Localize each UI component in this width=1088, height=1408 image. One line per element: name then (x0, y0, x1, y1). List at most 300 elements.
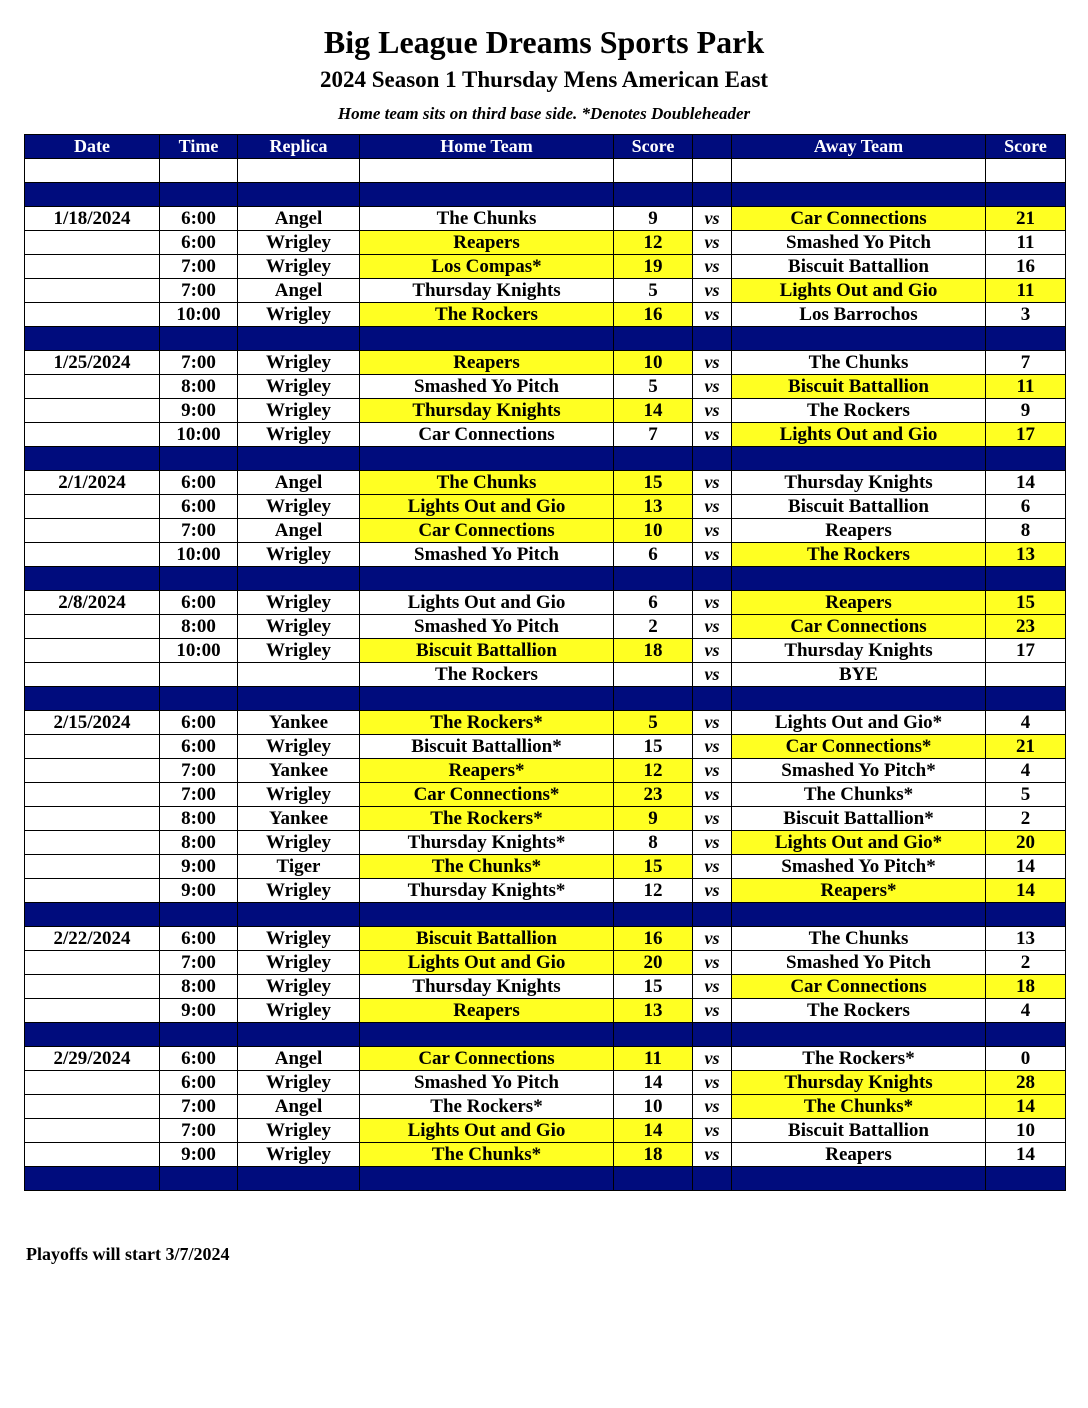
replica-cell: Wrigley (238, 999, 360, 1023)
home-score-cell: 5 (614, 711, 693, 735)
time-cell: 10:00 (160, 543, 238, 567)
away-score-cell: 16 (986, 255, 1066, 279)
home-score-cell: 14 (614, 399, 693, 423)
blank-cell (360, 159, 614, 183)
home-score-cell: 12 (614, 759, 693, 783)
playoffs-note: Playoffs will start 3/7/2024 (26, 1244, 230, 1264)
away-team-cell: Lights Out and Gio* (732, 831, 986, 855)
away-team-cell: Los Barrochos (732, 303, 986, 327)
table-row (25, 927, 1066, 951)
away-team-cell: The Chunks (732, 927, 986, 951)
away-team-cell: Biscuit Battallion (732, 375, 986, 399)
separator-cell (238, 687, 360, 711)
separator-cell (238, 567, 360, 591)
home-score-cell: 19 (614, 255, 693, 279)
home-team-cell: Thursday Knights* (360, 831, 614, 855)
separator-cell (693, 567, 732, 591)
table-row (25, 807, 1066, 831)
away-score-cell: 14 (986, 1095, 1066, 1119)
home-score-cell: 13 (614, 495, 693, 519)
home-team-cell: The Chunks* (360, 1143, 614, 1167)
blank-row (25, 159, 1066, 183)
vs-cell: vs (693, 399, 732, 423)
separator-cell (25, 1167, 160, 1191)
table-row (25, 279, 1066, 303)
away-team-cell: The Chunks* (732, 783, 986, 807)
replica-cell: Wrigley (238, 1119, 360, 1143)
table-row (25, 663, 1066, 687)
date-cell (25, 1095, 160, 1119)
home-score-cell: 5 (614, 375, 693, 399)
separator-cell (25, 1023, 160, 1047)
away-score-cell: 15 (986, 591, 1066, 615)
separator-cell (360, 687, 614, 711)
home-team-cell: Reapers (360, 999, 614, 1023)
home-team-cell: Thursday Knights (360, 399, 614, 423)
table-row (25, 951, 1066, 975)
home-score-cell: 6 (614, 591, 693, 615)
col-header-replica: Replica (238, 135, 360, 159)
time-cell (160, 663, 238, 687)
home-team-cell: Smashed Yo Pitch (360, 615, 614, 639)
page-subtitle: 2024 Season 1 Thursday Mens American East (319, 67, 769, 92)
separator-cell (25, 183, 160, 207)
away-team-cell: Reapers (732, 1143, 986, 1167)
date-cell (25, 951, 160, 975)
separator-cell (614, 447, 693, 471)
home-team-cell: The Chunks (360, 207, 614, 231)
table-row (25, 519, 1066, 543)
away-score-cell: 14 (986, 855, 1066, 879)
separator-cell (693, 1167, 732, 1191)
vs-cell: vs (693, 495, 732, 519)
away-score-cell: 3 (986, 303, 1066, 327)
away-score-cell: 5 (986, 783, 1066, 807)
replica-cell: Angel (238, 207, 360, 231)
vs-cell: vs (693, 639, 732, 663)
time-cell: 9:00 (160, 879, 238, 903)
time-cell: 9:00 (160, 855, 238, 879)
separator-cell (732, 183, 986, 207)
time-cell: 8:00 (160, 615, 238, 639)
away-team-cell: Car Connections* (732, 735, 986, 759)
week-separator-row (25, 567, 1066, 591)
time-cell: 7:00 (160, 519, 238, 543)
separator-cell (986, 447, 1066, 471)
replica-cell: Wrigley (238, 303, 360, 327)
vs-cell: vs (693, 663, 732, 687)
replica-cell: Wrigley (238, 783, 360, 807)
table-row (25, 783, 1066, 807)
separator-cell (160, 183, 238, 207)
date-cell (25, 375, 160, 399)
date-cell (25, 879, 160, 903)
table-row (25, 1047, 1066, 1071)
home-score-cell: 18 (614, 1143, 693, 1167)
vs-cell: vs (693, 591, 732, 615)
separator-cell (614, 183, 693, 207)
away-team-cell: The Rockers (732, 399, 986, 423)
away-team-cell: Smashed Yo Pitch (732, 231, 986, 255)
replica-cell: Wrigley (238, 591, 360, 615)
separator-cell (732, 447, 986, 471)
table-row (25, 423, 1066, 447)
separator-cell (360, 447, 614, 471)
separator-cell (238, 447, 360, 471)
away-score-cell: 4 (986, 759, 1066, 783)
table-row (25, 399, 1066, 423)
away-team-cell: The Chunks (732, 351, 986, 375)
week-separator-row (25, 903, 1066, 927)
separator-cell (732, 903, 986, 927)
away-score-cell: 2 (986, 951, 1066, 975)
time-cell: 7:00 (160, 1095, 238, 1119)
table-row (25, 639, 1066, 663)
separator-cell (614, 687, 693, 711)
separator-cell (986, 183, 1066, 207)
header-row (25, 135, 1066, 159)
replica-cell: Wrigley (238, 639, 360, 663)
vs-cell: vs (693, 1095, 732, 1119)
home-team-cell: Reapers* (360, 759, 614, 783)
separator-cell (238, 903, 360, 927)
home-team-cell: Thursday Knights (360, 279, 614, 303)
replica-cell: Wrigley (238, 231, 360, 255)
home-team-cell: Lights Out and Gio (360, 951, 614, 975)
table-row (25, 303, 1066, 327)
vs-cell: vs (693, 471, 732, 495)
separator-cell (238, 327, 360, 351)
replica-cell: Yankee (238, 807, 360, 831)
away-score-cell: 13 (986, 927, 1066, 951)
vs-cell: vs (693, 735, 732, 759)
time-cell: 10:00 (160, 423, 238, 447)
date-cell: 1/25/2024 (25, 351, 160, 375)
replica-cell: Wrigley (238, 495, 360, 519)
date-cell (25, 255, 160, 279)
away-team-cell: Smashed Yo Pitch* (732, 855, 986, 879)
home-team-cell: Reapers (360, 351, 614, 375)
separator-cell (986, 567, 1066, 591)
separator-cell (25, 567, 160, 591)
away-team-cell: Lights Out and Gio (732, 423, 986, 447)
table-row (25, 375, 1066, 399)
replica-cell: Wrigley (238, 615, 360, 639)
time-cell: 6:00 (160, 1071, 238, 1095)
date-cell (25, 663, 160, 687)
away-team-cell: Biscuit Battallion (732, 1119, 986, 1143)
replica-cell: Yankee (238, 759, 360, 783)
date-cell (25, 759, 160, 783)
time-cell: 7:00 (160, 1119, 238, 1143)
away-score-cell: 13 (986, 543, 1066, 567)
date-cell (25, 1119, 160, 1143)
away-score-cell: 20 (986, 831, 1066, 855)
date-cell (25, 615, 160, 639)
date-cell (25, 543, 160, 567)
date-cell: 1/18/2024 (25, 207, 160, 231)
date-cell: 2/29/2024 (25, 1047, 160, 1071)
home-score-cell: 6 (614, 543, 693, 567)
date-cell: 2/8/2024 (25, 591, 160, 615)
schedule-body (25, 159, 1066, 1191)
vs-cell: vs (693, 351, 732, 375)
home-score-cell: 16 (614, 303, 693, 327)
separator-cell (360, 327, 614, 351)
separator-cell (693, 447, 732, 471)
vs-cell: vs (693, 999, 732, 1023)
replica-cell: Wrigley (238, 951, 360, 975)
home-team-cell: The Rockers* (360, 711, 614, 735)
replica-cell: Wrigley (238, 375, 360, 399)
away-team-cell: Reapers (732, 591, 986, 615)
separator-cell (160, 447, 238, 471)
time-cell: 9:00 (160, 399, 238, 423)
away-score-cell: 11 (986, 279, 1066, 303)
date-cell: 2/22/2024 (25, 927, 160, 951)
home-score-cell: 10 (614, 1095, 693, 1119)
vs-cell: vs (693, 711, 732, 735)
separator-cell (732, 567, 986, 591)
table-row (25, 543, 1066, 567)
home-score-cell: 9 (614, 807, 693, 831)
separator-cell (360, 1167, 614, 1191)
week-separator-row (25, 1023, 1066, 1047)
separator-cell (986, 1023, 1066, 1047)
home-score-cell: 5 (614, 279, 693, 303)
separator-cell (160, 903, 238, 927)
home-team-cell: Lights Out and Gio (360, 1119, 614, 1143)
away-score-cell: 11 (986, 375, 1066, 399)
vs-cell: vs (693, 1119, 732, 1143)
vs-cell: vs (693, 231, 732, 255)
col-header-away-score: Score (986, 135, 1066, 159)
vs-cell: vs (693, 927, 732, 951)
date-cell (25, 1143, 160, 1167)
home-team-cell: Biscuit Battallion* (360, 735, 614, 759)
time-cell: 9:00 (160, 1143, 238, 1167)
time-cell: 8:00 (160, 831, 238, 855)
home-team-cell: The Chunks (360, 471, 614, 495)
date-cell (25, 399, 160, 423)
table-row (25, 855, 1066, 879)
away-team-cell: The Rockers* (732, 1047, 986, 1071)
away-score-cell: 21 (986, 735, 1066, 759)
away-team-cell: Reapers* (732, 879, 986, 903)
separator-cell (732, 687, 986, 711)
away-score-cell: 21 (986, 207, 1066, 231)
table-row (25, 231, 1066, 255)
separator-cell (360, 183, 614, 207)
away-score-cell: 9 (986, 399, 1066, 423)
vs-cell: vs (693, 855, 732, 879)
home-score-cell: 9 (614, 207, 693, 231)
separator-cell (732, 327, 986, 351)
replica-cell: Wrigley (238, 399, 360, 423)
vs-cell: vs (693, 951, 732, 975)
date-cell (25, 519, 160, 543)
table-row (25, 1071, 1066, 1095)
page-title: Big League Dreams Sports Park (323, 24, 765, 60)
col-header-away-team: Away Team (732, 135, 986, 159)
time-cell: 7:00 (160, 279, 238, 303)
home-score-cell: 18 (614, 639, 693, 663)
date-cell (25, 855, 160, 879)
away-team-cell: The Rockers (732, 999, 986, 1023)
vs-cell: vs (693, 207, 732, 231)
away-score-cell: 4 (986, 711, 1066, 735)
separator-cell (732, 1023, 986, 1047)
home-team-cell: Car Connections (360, 519, 614, 543)
col-header-time: Time (160, 135, 238, 159)
time-cell: 7:00 (160, 255, 238, 279)
separator-cell (693, 687, 732, 711)
away-score-cell: 14 (986, 1143, 1066, 1167)
separator-cell (693, 327, 732, 351)
table-row (25, 975, 1066, 999)
vs-cell: vs (693, 543, 732, 567)
away-score-cell: 28 (986, 1071, 1066, 1095)
home-score-cell: 12 (614, 879, 693, 903)
separator-cell (25, 687, 160, 711)
date-cell (25, 303, 160, 327)
separator-cell (614, 327, 693, 351)
home-team-cell: The Rockers* (360, 1095, 614, 1119)
away-score-cell: 2 (986, 807, 1066, 831)
home-team-cell: Car Connections (360, 1047, 614, 1071)
blank-cell (614, 159, 693, 183)
away-score-cell: 4 (986, 999, 1066, 1023)
home-team-cell: The Rockers (360, 303, 614, 327)
replica-cell: Wrigley (238, 543, 360, 567)
table-row (25, 999, 1066, 1023)
week-separator-row (25, 1167, 1066, 1191)
time-cell: 7:00 (160, 351, 238, 375)
time-cell: 10:00 (160, 303, 238, 327)
date-cell (25, 495, 160, 519)
home-team-cell: Reapers (360, 231, 614, 255)
time-cell: 6:00 (160, 711, 238, 735)
time-cell: 6:00 (160, 231, 238, 255)
date-cell (25, 783, 160, 807)
time-cell: 10:00 (160, 639, 238, 663)
separator-cell (360, 903, 614, 927)
header-note: Home team sits on third base side. *Denotes Doubleheader (337, 104, 751, 123)
home-team-cell: Smashed Yo Pitch (360, 1071, 614, 1095)
date-cell (25, 975, 160, 999)
away-score-cell: 8 (986, 519, 1066, 543)
away-score-cell: 11 (986, 231, 1066, 255)
replica-cell (238, 663, 360, 687)
home-team-cell: Lights Out and Gio (360, 591, 614, 615)
away-team-cell: Biscuit Battallion (732, 495, 986, 519)
vs-cell: vs (693, 783, 732, 807)
table-row (25, 615, 1066, 639)
replica-cell: Wrigley (238, 1143, 360, 1167)
blank-cell (732, 159, 986, 183)
week-separator-row (25, 327, 1066, 351)
home-score-cell: 10 (614, 351, 693, 375)
away-score-cell: 10 (986, 1119, 1066, 1143)
away-team-cell: Biscuit Battallion* (732, 807, 986, 831)
away-team-cell: Reapers (732, 519, 986, 543)
replica-cell: Tiger (238, 855, 360, 879)
separator-cell (360, 567, 614, 591)
table-row (25, 735, 1066, 759)
time-cell: 7:00 (160, 951, 238, 975)
separator-cell (238, 183, 360, 207)
separator-cell (160, 687, 238, 711)
time-cell: 6:00 (160, 471, 238, 495)
replica-cell: Wrigley (238, 975, 360, 999)
table-row (25, 351, 1066, 375)
replica-cell: Angel (238, 1047, 360, 1071)
col-header-vs (693, 135, 732, 159)
home-score-cell: 12 (614, 231, 693, 255)
separator-cell (360, 1023, 614, 1047)
vs-cell: vs (693, 807, 732, 831)
home-score-cell: 10 (614, 519, 693, 543)
table-row (25, 879, 1066, 903)
vs-cell: vs (693, 255, 732, 279)
separator-cell (614, 1023, 693, 1047)
home-team-cell: The Rockers (360, 663, 614, 687)
vs-cell: vs (693, 759, 732, 783)
home-team-cell: Thursday Knights* (360, 879, 614, 903)
home-team-cell: Los Compas* (360, 255, 614, 279)
col-header-home-team: Home Team (360, 135, 614, 159)
table-row (25, 591, 1066, 615)
schedule-table (24, 134, 1066, 1191)
vs-cell: vs (693, 279, 732, 303)
away-score-cell: 6 (986, 495, 1066, 519)
date-cell (25, 807, 160, 831)
home-team-cell: Thursday Knights (360, 975, 614, 999)
table-row (25, 255, 1066, 279)
away-team-cell: BYE (732, 663, 986, 687)
separator-cell (238, 1167, 360, 1191)
away-team-cell: Smashed Yo Pitch* (732, 759, 986, 783)
replica-cell: Wrigley (238, 255, 360, 279)
home-score-cell: 7 (614, 423, 693, 447)
separator-cell (25, 327, 160, 351)
home-score-cell: 15 (614, 471, 693, 495)
away-score-cell: 17 (986, 639, 1066, 663)
home-team-cell: Smashed Yo Pitch (360, 543, 614, 567)
table-row (25, 471, 1066, 495)
away-team-cell: Car Connections (732, 975, 986, 999)
home-score-cell (614, 663, 693, 687)
replica-cell: Wrigley (238, 735, 360, 759)
home-team-cell: Biscuit Battallion (360, 639, 614, 663)
away-team-cell: Thursday Knights (732, 639, 986, 663)
away-score-cell: 23 (986, 615, 1066, 639)
table-row (25, 759, 1066, 783)
vs-cell: vs (693, 303, 732, 327)
separator-cell (693, 183, 732, 207)
blank-cell (238, 159, 360, 183)
separator-cell (160, 1023, 238, 1047)
separator-cell (160, 327, 238, 351)
vs-cell: vs (693, 375, 732, 399)
home-team-cell: Smashed Yo Pitch (360, 375, 614, 399)
separator-cell (732, 1167, 986, 1191)
replica-cell: Wrigley (238, 1071, 360, 1095)
home-team-cell: The Rockers* (360, 807, 614, 831)
separator-cell (25, 447, 160, 471)
away-score-cell: 7 (986, 351, 1066, 375)
date-cell (25, 1071, 160, 1095)
